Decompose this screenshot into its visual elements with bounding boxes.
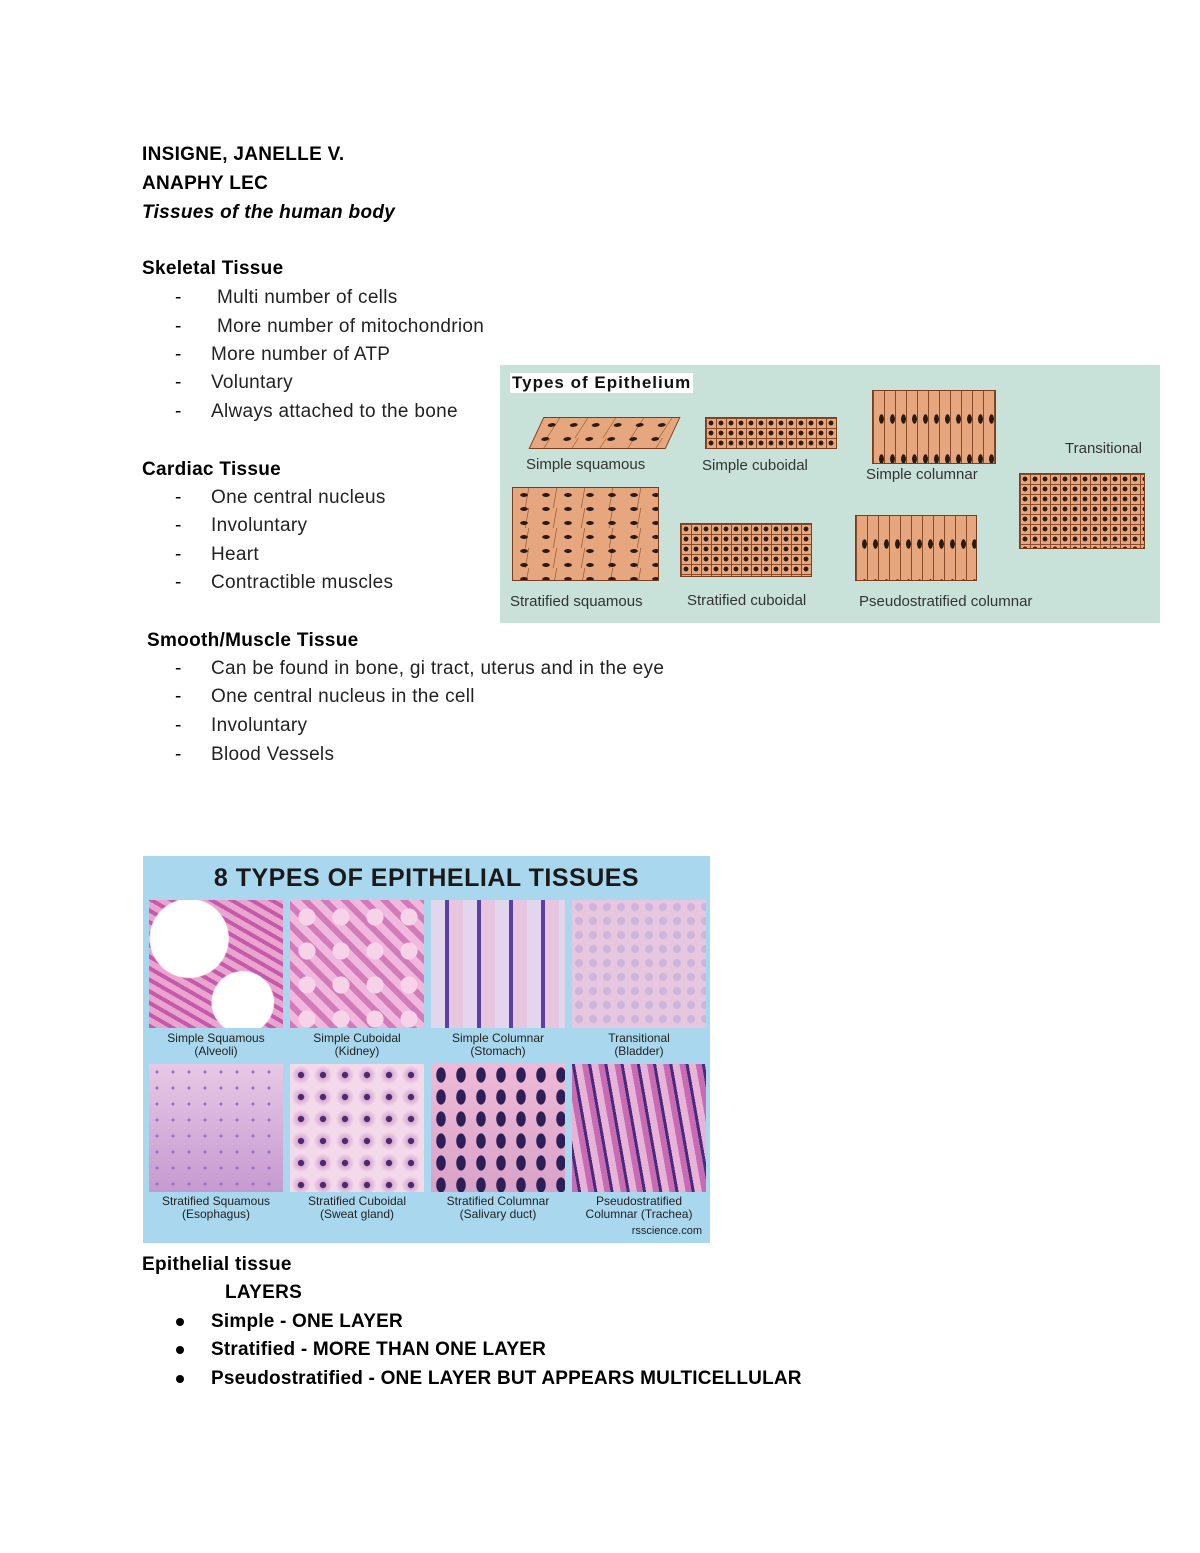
figure1-label: Simple squamous — [526, 456, 646, 473]
types-of-epithelium-figure — [500, 365, 1160, 623]
author-name: INSIGNE, JANELLE V. — [142, 144, 345, 165]
figure2-caption: Transitional (Bladder) — [608, 1031, 670, 1058]
figure2-caption: Pseudostratified Columnar (Trachea) — [585, 1194, 693, 1221]
micrograph-pseudostratified — [572, 1064, 706, 1192]
figure1-label: Pseudostratified columnar — [859, 593, 1033, 610]
figure2-caption: Simple Cuboidal (Kidney) — [313, 1031, 401, 1058]
micrograph-stratified-columnar — [431, 1064, 565, 1192]
dash-marker: - — [175, 715, 182, 736]
cardiac-item: One central nucleus — [211, 487, 386, 508]
skeletal-item: More number of ATP — [211, 344, 391, 365]
figure1-label: Simple columnar — [866, 466, 978, 483]
dash-marker: - — [175, 287, 182, 308]
figure2-title: 8 TYPES OF EPITHELIAL TISSUES — [213, 864, 640, 892]
simple-squamous-block — [529, 417, 681, 449]
dash-marker: - — [175, 372, 182, 393]
figure1-label: Stratified cuboidal — [687, 592, 807, 609]
dash-marker: - — [175, 401, 182, 422]
figure2-caption: Simple Columnar (Stomach) — [451, 1031, 545, 1058]
cardiac-item: Heart — [211, 544, 259, 565]
dash-marker: - — [175, 487, 182, 508]
bullet-icon — [176, 1346, 184, 1354]
simple-columnar-block — [872, 390, 996, 464]
layer-bullet-simple: Simple - ONE LAYER — [211, 1311, 403, 1332]
smooth-item: One central nucleus in the cell — [211, 686, 475, 707]
smooth-heading: Smooth/Muscle Tissue — [147, 630, 359, 651]
skeletal-item: Voluntary — [211, 372, 293, 393]
skeletal-heading: Skeletal Tissue — [142, 258, 284, 279]
simple-cuboidal-block — [705, 417, 837, 449]
course-title: ANAPHY LEC — [142, 173, 269, 194]
figure2-caption: Stratified Squamous (Esophagus) — [161, 1194, 271, 1221]
micrograph-transitional — [572, 900, 706, 1028]
dash-marker: - — [175, 686, 182, 707]
stratified-cuboidal-block — [680, 523, 812, 577]
micrograph-simple-cuboidal — [290, 900, 424, 1028]
figure2-credit: rsscience.com — [631, 1225, 702, 1237]
figure2-caption: Stratified Cuboidal (Sweat gland) — [307, 1194, 407, 1221]
cardiac-item: Involuntary — [211, 515, 308, 536]
bullet-icon — [176, 1318, 184, 1326]
micrograph-stratified-squamous — [149, 1064, 283, 1192]
cardiac-heading: Cardiac Tissue — [142, 459, 282, 480]
eight-types-epithelial-figure — [143, 856, 710, 1243]
transitional-block — [1019, 473, 1145, 549]
stratified-squamous-block — [512, 487, 659, 581]
dash-marker: - — [175, 658, 182, 679]
dash-marker: - — [175, 744, 182, 765]
micrograph-stratified-cuboidal — [290, 1064, 424, 1192]
smooth-item: Can be found in bone, gi tract, uterus and in the eye — [211, 658, 665, 679]
dash-marker: - — [175, 344, 182, 365]
bullet-icon — [176, 1375, 184, 1383]
dash-marker: - — [175, 316, 182, 337]
skeletal-item: Always attached to the bone — [211, 401, 458, 422]
figure1-label: Simple cuboidal — [702, 457, 808, 474]
document-topic: Tissues of the human body — [142, 202, 396, 223]
smooth-item: Blood Vessels — [211, 744, 335, 765]
layers-label: LAYERS — [225, 1282, 303, 1303]
skeletal-item: More number of mitochondrion — [217, 316, 485, 337]
dash-marker: - — [175, 544, 182, 565]
figure1-title: Types of Epithelium — [512, 373, 692, 392]
figure2-caption: Stratified Columnar (Salivary duct) — [446, 1194, 550, 1221]
layer-bullet-stratified: Stratified - MORE THAN ONE LAYER — [211, 1339, 547, 1360]
figure1-label: Stratified squamous — [510, 593, 643, 610]
figure2-caption: Simple Squamous (Alveoli) — [167, 1031, 265, 1058]
epithelial-heading: Epithelial tissue — [142, 1254, 292, 1275]
layer-bullet-pseudostratified: Pseudostratified - ONE LAYER BUT APPEARS MULTICELLULAR — [211, 1368, 802, 1389]
micrograph-simple-squamous — [149, 900, 283, 1028]
cardiac-item: Contractible muscles — [211, 572, 394, 593]
pseudostratified-block — [855, 515, 977, 581]
figure1-label: Transitional — [1065, 440, 1142, 457]
smooth-item: Involuntary — [211, 715, 308, 736]
dash-marker: - — [175, 515, 182, 536]
dash-marker: - — [175, 572, 182, 593]
skeletal-item: Multi number of cells — [217, 287, 398, 308]
micrograph-simple-columnar — [431, 900, 565, 1028]
